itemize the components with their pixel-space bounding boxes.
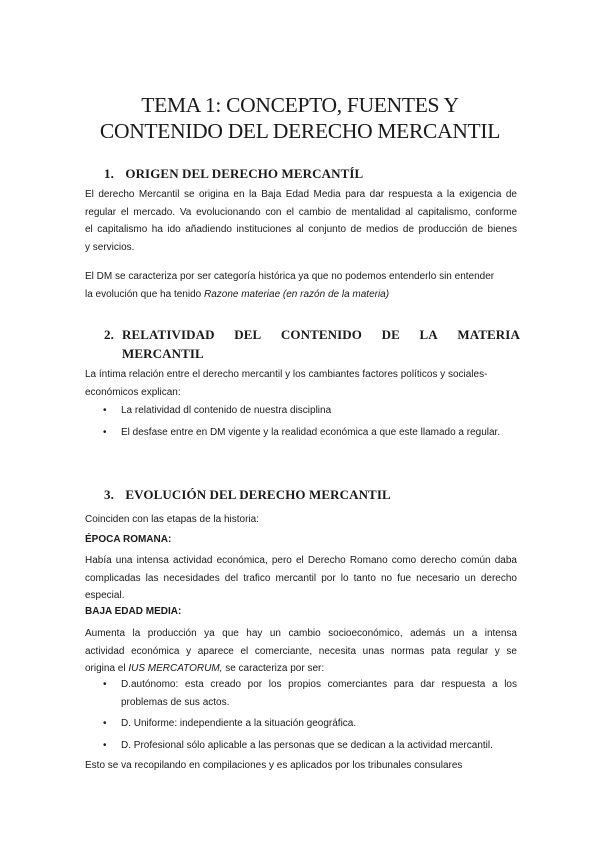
heading-word: DE [381,327,400,342]
section-3-title: EVOLUCIÓN DEL DERECHO MERCANTIL [125,487,391,502]
section-1-number: 1. [104,166,114,181]
heading-word: DEL [234,327,262,342]
text-line: económicos explican: [85,386,181,398]
section-1-title: ORIGEN DEL DERECHO MERCANTÍL [125,166,364,181]
epoca-romana-label: ÉPOCA ROMANA: [85,534,172,545]
text-line [85,286,517,304]
list-item-text: El desfase entre en DM vigente y la realidad económica a que este llamado a regular. [121,426,501,438]
list-item [85,402,517,420]
section-1-paragraph-2 [85,268,517,303]
list-item [85,676,517,711]
section-2-title-line-2: MERCANTIL [122,346,204,361]
epoca-romana-paragraph [85,552,517,605]
page-title [60,92,540,144]
list-item [85,737,517,755]
list-item [85,424,517,442]
section-2-number: 2. [104,327,114,342]
section-2-heading [104,325,518,363]
text-line: el capitalismo ha ido añadiendo instituciones al conjunto de medios de producción de bienes [85,224,517,235]
list-item [85,715,517,733]
section-2-title [122,325,520,363]
text-line: especial. [85,590,125,601]
text-line: regular el mercado. Va evolucionando con el cambio de mentalidad al capitalismo, conforme [85,206,517,218]
text-line: complicadas las necesidades del trafico mercantil por lo tanto no fue necesario un derecho [85,572,517,584]
text-line: Aumenta la producción ya que hay un cambio socioeconómico, además un a intensa [85,628,517,639]
section-3-bullet-list [85,676,517,754]
text-span: se caracteriza por ser: [222,663,325,674]
text-line: La íntima relación entre el derecho mercantil y los cambiantes factores políticos y sociales- [85,369,488,380]
bullet-icon: • [103,718,107,729]
list-item-text: D. Uniforme: independiente a la situación geográfica. [121,718,357,729]
text-span: origina el [85,663,129,674]
section-3-heading [104,487,391,503]
list-item-text: D. Profesional sólo aplicable a las personas que se dedican a la actividad mercantil. [121,739,493,751]
baja-edad-media-paragraph [85,625,517,678]
section-3-closing: Esto se va recopilando en compilaciones y es aplicados por los tribunales consulares [85,760,463,771]
heading-word: LA [419,327,438,342]
page-title-line-1: TEMA 1: CONCEPTO, FUENTES Y [141,93,459,117]
text-line: El DM se caracteriza por ser categoría histórica ya que no podemos entenderlo sin entender [85,271,495,282]
text-line: El derecho Mercantil se origina en la Baja Edad Media para dar respuesta a la exigencia de [85,189,517,200]
text-line: y servicios. [85,241,135,253]
text-line [85,660,517,678]
list-item-text: D.autónomo: esta creado por los propios comerciantes para dar respuesta a los [121,679,517,690]
baja-edad-media-label: BAJA EDAD MEDIA: [85,606,182,617]
text-span: la evolución que ha tenido [85,288,204,300]
section-3-intro: Coinciden con las etapas de la historia: [85,514,259,525]
section-2-intro [85,366,517,401]
italic-term: Razone materiae (en razón de la materia) [203,288,390,300]
bullet-icon: • [103,739,107,751]
italic-term: IUS MERCATORUM, [128,663,223,674]
text-line: actividad económica y aparece el comerciante, necesita unas normas pata regular y se [85,645,517,657]
section-2-title-line-1 [122,325,520,344]
heading-word: CONTENIDO [280,327,362,342]
section-3-number: 3. [104,487,114,502]
text-line: Había una intensa actividad económica, pero el Derecho Romano como derecho común daba [85,555,517,566]
bullet-icon: • [103,426,107,438]
bullet-icon: • [103,679,107,690]
heading-word: MATERIA [457,327,520,342]
page-title-line-2: CONTENIDO DEL DERECHO MERCANTIL [99,119,501,143]
heading-word: RELATIVIDAD [122,327,215,342]
section-1-paragraph-1 [85,186,517,256]
section-2-bullet-list [85,402,517,441]
bullet-icon: • [103,405,107,416]
list-item-text: La relatividad dl contenido de nuestra disciplina [121,405,332,416]
list-item-text: problemas de sus actos. [121,696,230,708]
section-1-heading [104,166,363,182]
